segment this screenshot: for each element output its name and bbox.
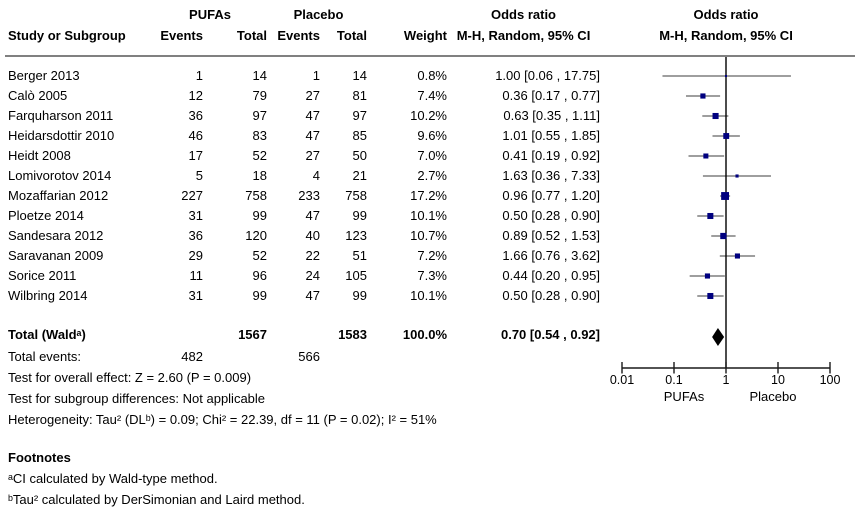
placebo-total: 105: [345, 268, 367, 283]
odds-ratio-ci: 0.96 [0.77 , 1.20]: [502, 188, 600, 203]
placebo-total: 85: [352, 128, 367, 143]
odds-ratio-ci: 0.50 [0.28 , 0.90]: [502, 288, 600, 303]
or-marker: [705, 273, 710, 278]
column-header-pufas-events: Events: [160, 28, 203, 43]
odds-ratio-ci: 1.01 [0.55 , 1.85]: [502, 128, 600, 143]
study-name: Ploetze 2014: [8, 208, 84, 223]
summary-diamond: [712, 328, 724, 346]
placebo-events: 47: [305, 108, 320, 123]
favors-left-label: PUFAs: [663, 389, 705, 404]
or-marker: [700, 93, 705, 98]
or-marker: [721, 192, 729, 200]
odds-ratio-ci: 1.00 [0.06 , 17.75]: [495, 68, 600, 83]
placebo-total: 50: [352, 148, 367, 163]
total-label: Total (Waldᵃ): [8, 327, 86, 342]
or-marker: [723, 133, 729, 139]
column-header-placebo-events: Events: [277, 28, 320, 43]
column-header-or-ci-plot: M-H, Random, 95% CI: [659, 28, 793, 43]
column-group-pufas: PUFAs: [189, 7, 231, 22]
placebo-total: 51: [352, 248, 367, 263]
or-marker: [707, 293, 713, 299]
footnote-a: ᵃCI calculated by Wald-type method.: [8, 471, 218, 486]
placebo-total: 758: [345, 188, 367, 203]
pufas-total: 96: [252, 268, 267, 283]
total-odds-ratio: 0.70 [0.54 , 0.92]: [500, 327, 600, 342]
placebo-events: 47: [305, 208, 320, 223]
weight: 10.7%: [410, 228, 447, 243]
study-name: Sorice 2011: [8, 268, 77, 283]
odds-ratio-ci: 0.41 [0.19 , 0.92]: [502, 148, 600, 163]
study-name: Mozaffarian 2012: [8, 188, 109, 203]
or-marker: [707, 213, 713, 219]
placebo-events: 4: [312, 168, 320, 183]
footnotes-title: Footnotes: [8, 450, 71, 465]
weight: 10.1%: [410, 288, 447, 303]
placebo-total: 81: [352, 88, 367, 103]
pufas-events: 12: [188, 88, 203, 103]
x-tick-label: 10: [771, 373, 785, 387]
weight: 7.2%: [417, 248, 447, 263]
x-tick-label: 0.1: [665, 373, 683, 387]
odds-ratio-ci: 0.63 [0.35 , 1.11]: [503, 108, 600, 123]
heterogeneity-stats: Heterogeneity: Tau² (DLᵇ) = 0.09; Chi² = 22.39, df = 11 (P = 0.02); I² = 51%: [8, 412, 437, 427]
favors-right-label: Placebo: [749, 389, 797, 404]
total-events-placebo: 566: [298, 349, 320, 364]
study-name: Calò 2005: [8, 88, 68, 103]
study-name: Sandesara 2012: [8, 228, 104, 243]
odds-ratio-ci: 0.89 [0.52 , 1.53]: [502, 228, 600, 243]
pufas-events: 17: [188, 148, 203, 163]
pufas-total: 18: [252, 168, 267, 183]
footnote-b: ᵇTau² calculated by DerSimonian and Laird method.: [8, 492, 305, 507]
placebo-events: 47: [305, 128, 320, 143]
placebo-events: 1: [312, 68, 320, 83]
pufas-total: 99: [252, 208, 267, 223]
column-title-odds-ratio-text: Odds ratio: [490, 7, 556, 22]
column-header-study: Study or Subgroup: [8, 28, 126, 43]
weight: 9.6%: [417, 128, 447, 143]
column-group-placebo: Placebo: [293, 7, 344, 22]
odds-ratio-ci: 0.50 [0.28 , 0.90]: [502, 208, 600, 223]
pufas-events: 36: [188, 228, 203, 243]
pufas-total: 83: [252, 128, 267, 143]
study-name: Lomivorotov 2014: [8, 168, 112, 183]
placebo-total: 21: [352, 168, 367, 183]
column-title-odds-ratio-plot: Odds ratio: [693, 7, 759, 22]
total-placebo-n: 1583: [338, 327, 367, 342]
placebo-events: 24: [305, 268, 320, 283]
odds-ratio-ci: 1.66 [0.76 , 3.62]: [502, 248, 600, 263]
placebo-total: 14: [352, 68, 367, 83]
pufas-total: 120: [245, 228, 267, 243]
overall-effect-test: Test for overall effect: Z = 2.60 (P = 0.009): [8, 370, 252, 385]
pufas-total: 758: [245, 188, 267, 203]
study-name: Heidt 2008: [8, 148, 71, 163]
total-events-label: Total events:: [8, 349, 81, 364]
placebo-events: 47: [305, 288, 320, 303]
placebo-events: 27: [305, 88, 320, 103]
column-header-weight: Weight: [403, 28, 447, 43]
pufas-total: 14: [252, 68, 267, 83]
or-marker: [713, 113, 719, 119]
or-marker: [735, 253, 740, 258]
odds-ratio-ci: 0.44 [0.20 , 0.95]: [502, 268, 600, 283]
x-tick-label: 100: [819, 373, 841, 387]
total-weight: 100.0%: [402, 327, 447, 342]
pufas-events: 5: [195, 168, 203, 183]
or-marker: [703, 153, 708, 158]
study-name: Berger 2013: [8, 68, 80, 83]
pufas-events: 31: [188, 288, 203, 303]
weight: 7.3%: [417, 268, 447, 283]
study-name: Saravanan 2009: [8, 248, 104, 263]
pufas-total: 52: [252, 248, 267, 263]
subgroup-differences-test: Test for subgroup differences: Not applicable: [8, 391, 266, 406]
placebo-events: 22: [305, 248, 320, 263]
placebo-total: 99: [352, 288, 367, 303]
column-header-pufas-total: Total: [236, 28, 267, 43]
weight: 17.2%: [410, 188, 447, 203]
total-pufas-n: 1567: [238, 327, 267, 342]
study-name: Heidarsdottir 2010: [8, 128, 115, 143]
pufas-events: 227: [181, 188, 203, 203]
study-name: Farquharson 2011: [8, 108, 114, 123]
pufas-total: 52: [252, 148, 267, 163]
placebo-total: 97: [352, 108, 367, 123]
placebo-total: 99: [352, 208, 367, 223]
pufas-total: 79: [252, 88, 267, 103]
weight: 2.7%: [417, 168, 447, 183]
placebo-events: 27: [305, 148, 320, 163]
placebo-events: 233: [298, 188, 320, 203]
or-marker: [725, 75, 727, 77]
odds-ratio-ci: 0.36 [0.17 , 0.77]: [502, 88, 600, 103]
pufas-events: 11: [189, 268, 203, 283]
weight: 0.8%: [417, 68, 447, 83]
total-events-pufas: 482: [181, 349, 203, 364]
pufas-total: 99: [252, 288, 267, 303]
weight: 7.0%: [417, 148, 447, 163]
odds-ratio-ci: 1.63 [0.36 , 7.33]: [502, 168, 600, 183]
x-tick-label: 0.01: [609, 373, 635, 387]
pufas-total: 97: [252, 108, 267, 123]
study-name: Wilbring 2014: [8, 288, 88, 303]
x-tick-label: 1: [722, 373, 730, 387]
pufas-events: 31: [188, 208, 203, 223]
placebo-events: 40: [305, 228, 320, 243]
pufas-events: 1: [195, 68, 203, 83]
pufas-events: 46: [188, 128, 203, 143]
or-marker: [720, 233, 726, 239]
weight: 10.2%: [410, 108, 447, 123]
weight: 7.4%: [417, 88, 447, 103]
column-header-placebo-total: Total: [336, 28, 367, 43]
weight: 10.1%: [410, 208, 447, 223]
pufas-events: 29: [188, 248, 203, 263]
column-header-or-ci-text: M-H, Random, 95% CI: [456, 28, 591, 43]
placebo-total: 123: [345, 228, 367, 243]
or-marker: [735, 174, 738, 177]
pufas-events: 36: [188, 108, 203, 123]
